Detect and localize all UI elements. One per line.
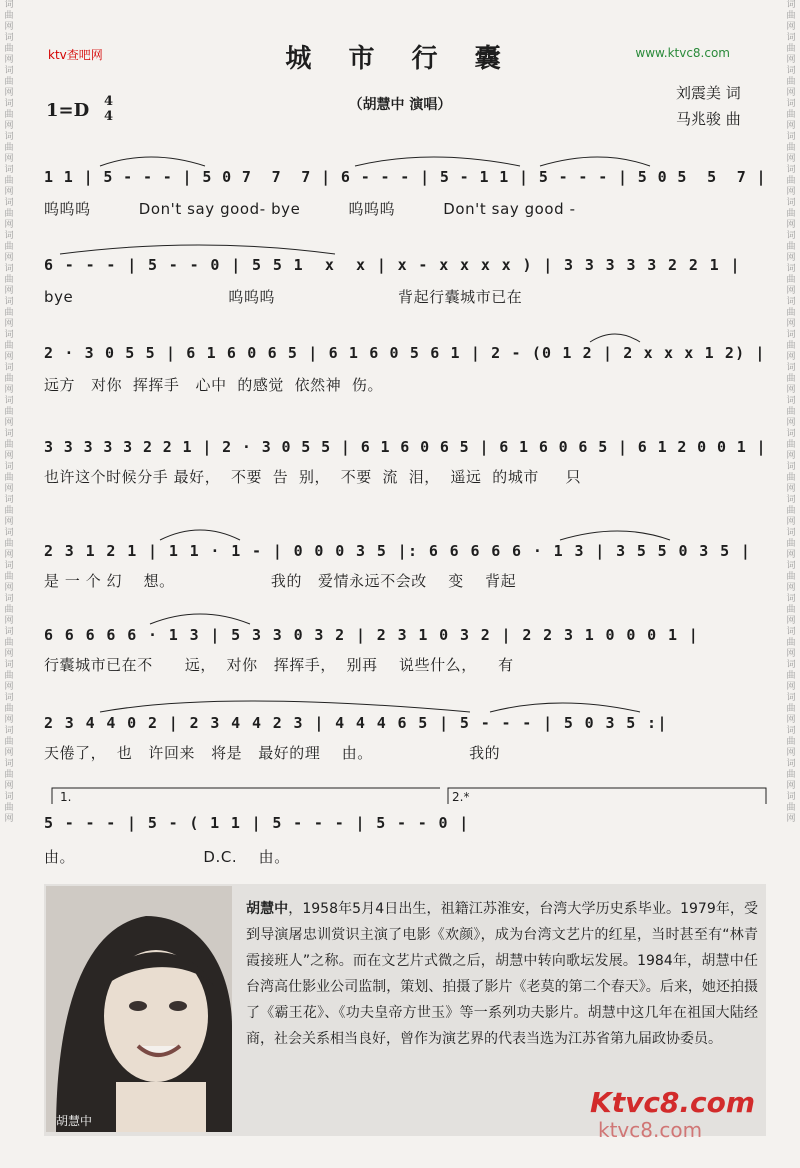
lyric-line-7: 天倦了， 也 许回来 将是 最好的理 由。 我的 [44, 744, 501, 762]
time-bottom: 4 [104, 109, 114, 124]
lyric-line-5: 是 一 个 幻 想。 我的 爱情永远不会改 变 背起 [44, 572, 517, 590]
score-row-3 [44, 336, 768, 370]
photo-caption: 胡慧中 [56, 1114, 93, 1128]
side-watermark-right: 词曲网词曲网词曲网词曲网词曲网词曲网词曲网词曲网词曲网词曲网词曲网词曲网词曲网词曲网词曲网词曲网词曲网词曲网词曲网词曲网词曲网词曲网词曲网词曲网词曲网 [786, 0, 796, 824]
site-watermark-shadow: ktvc8.com [598, 1118, 703, 1142]
composer-credit: 马兆骏 曲 [676, 110, 741, 128]
key-signature: 1=D [46, 100, 90, 121]
score-notes: 2 3 1 2 1 | 1 1 · 1 - | 0 0 0 3 5 |: 6 6 6 6 6 · 1 3 | 3 5 5 0 3 5 | [44, 542, 752, 560]
lyric-line-8: 由。 D.C. 由。 [44, 848, 290, 866]
bio-name: 胡慧中 [246, 901, 289, 917]
score-row-6 [44, 618, 768, 652]
time-signature [104, 94, 113, 124]
score-row-5 [44, 534, 768, 568]
score-notes: 6 - - - | 5 - - 0 | 5 5 1 x x | x - x x x x ) | 3 3 3 3 3 2 2 1 | [44, 256, 741, 274]
lyric-line-6: 行囊城市已在不 远， 对你 挥挥手， 别再 说些什么， 有 [44, 656, 514, 674]
score-notes: 5 - - - | 5 - ( 1 1 | 5 - - - | 5 - - 0 | [44, 814, 470, 832]
site-watermark: Ktvc8.com [590, 1086, 756, 1119]
score-notes: 3 3 3 3 3 2 2 1 | 2 · 3 0 5 5 | 6 1 6 0 6 5 | 6 1 6 0 6 5 | 6 1 2 0 0 1 | [44, 438, 767, 456]
score-notes: 2 3 4 4 0 2 | 2 3 4 4 2 3 | 4 4 4 6 5 | 5 - - - | 5 0 3 5 :| [44, 714, 668, 732]
lyricist-credit: 刘震美 词 [676, 84, 741, 102]
lyric-line-1: 呜呜呜 Don't say good- bye 呜呜呜 Don't say good - [44, 200, 576, 218]
second-ending-bracket [448, 788, 766, 804]
ending-brackets [50, 786, 770, 806]
score-row-4 [44, 430, 768, 464]
score-notes: 2 · 3 0 5 5 | 6 1 6 0 6 5 | 6 1 6 0 5 6 1 | 2 - (0 1 2 | 2 x x x 1 2) | [44, 344, 766, 362]
site-url-right[interactable]: www.ktvc8.com [635, 46, 730, 60]
first-ending-mark: 1. [60, 790, 72, 804]
site-name-left[interactable]: ktv查吧网 [48, 48, 103, 62]
singer-photo [46, 886, 232, 1132]
lyric-line-2: bye 呜呜呜 背起行囊城市已在 [44, 288, 523, 306]
score-row-7 [44, 706, 768, 740]
score-row-8 [44, 806, 768, 840]
bio-body: ，1958年5月4日出生，祖籍江苏淮安，台湾大学历史系毕业。1979年，受到导演屠忠训赏识主演了电影《欢颜》，成为台湾文艺片的红星，当时甚至有“林青霞接班人”之称。而在文艺片式微之后，胡慧中转向歌坛发展。1984年，胡慧中任台湾高仕影业公司监制，策划、拍摄了影片《老莫的第二个春天》。后来，她还拍摄了《霸王花》、《功夫皇帝方世玉》等一系列功夫影片。胡慧中这几年在祖国大陆经商，社会关系相当良好，曾作为演艺界的代表当选为江苏省第九届政协委员。 [246, 901, 758, 1047]
song-title: 城 市 行 囊 [285, 44, 515, 74]
bio-text [246, 896, 758, 1052]
score-row-2 [44, 248, 768, 282]
lyric-line-4: 也许这个时候分手 最好， 不要 告 别， 不要 流 泪， 遥远 的城市 只 [44, 468, 582, 486]
first-ending-bracket [52, 788, 440, 804]
lyric-line-3: 远方 对你 挥挥手 心中 的感觉 依然神 伤。 [44, 376, 384, 394]
singer-credit: （胡慧中 演唱） [348, 97, 452, 113]
side-watermark-left: 词曲网词曲网词曲网词曲网词曲网词曲网词曲网词曲网词曲网词曲网词曲网词曲网词曲网词曲网词曲网词曲网词曲网词曲网词曲网词曲网词曲网词曲网词曲网词曲网词曲网 [4, 0, 14, 824]
score-row-1 [44, 160, 768, 194]
score-notes: 6 6 6 6 6 · 1 3 | 5 3 3 0 3 2 | 2 3 1 0 3 2 | 2 2 3 1 0 0 0 1 | [44, 626, 700, 644]
time-top: 4 [104, 94, 114, 109]
portrait-illustration [46, 886, 232, 1132]
second-ending-mark: 2.* [452, 790, 470, 804]
score-notes: 1 1 | 5 - - - | 5 0 7 7 7 | 6 - - - | 5 - 1 1 | 5 - - - | 5 0 5 5 7 | [44, 168, 767, 186]
